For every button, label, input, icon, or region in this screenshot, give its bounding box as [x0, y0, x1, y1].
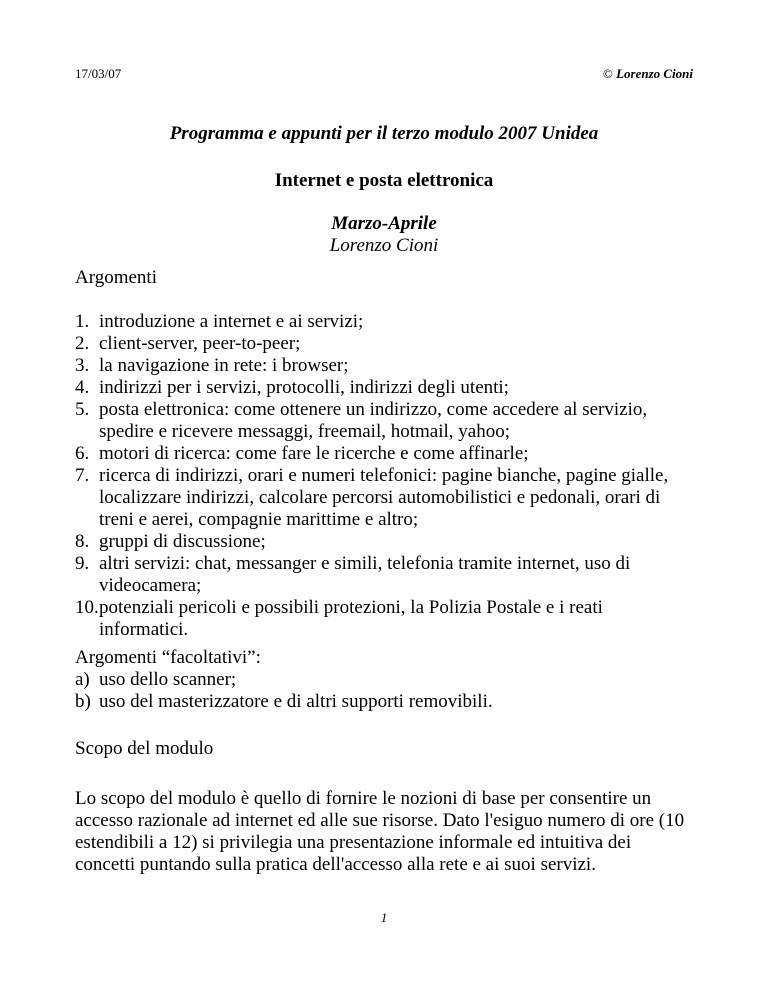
- list-item-text: motori di ricerca: come fare le ricerche e come affinarle;: [99, 443, 529, 464]
- scope-heading: Scopo del modulo: [75, 738, 214, 759]
- list-item-text: la navigazione in rete: i browser;: [99, 355, 349, 376]
- list-item-number: 1.: [75, 311, 90, 332]
- list-item: [75, 531, 695, 553]
- list-item-number: 4.: [75, 377, 90, 398]
- list-item-number: 5.: [75, 399, 90, 420]
- list-item: [75, 465, 695, 531]
- list-item: [75, 597, 695, 641]
- list-item-letter: b): [75, 691, 91, 712]
- list-item: [75, 399, 695, 443]
- list-item: [75, 553, 695, 597]
- list-item-number: 7.: [75, 465, 90, 486]
- list-item: [75, 691, 695, 713]
- list-item-text: posta elettronica: come ottenere un indirizzo, come accedere al servizio, spedire e ricevere messaggi, freemail, hotmail, yahoo;: [99, 399, 648, 442]
- list-item-text: introduzione a internet e ai servizi;: [99, 311, 364, 332]
- header-author: [603, 66, 693, 82]
- list-item-number: 8.: [75, 531, 90, 552]
- list-item-letter: a): [75, 669, 90, 690]
- copyright-symbol: ©: [602, 66, 613, 81]
- list-item-number: 10.: [75, 597, 99, 618]
- list-item: [75, 377, 695, 399]
- list-item: [75, 355, 695, 377]
- scope-paragraph: Lo scopo del modulo è quello di fornire le nozioni di base per consentire un accesso razionale ad internet ed alle sue risorse. Dato l'esiguo numero di ore (10 estendibili a 12) si privilegia una presentazione informale ed intuitiva dei concetti puntando sulla pratica dell'accesso alla rete e ai suoi servizi.: [75, 788, 685, 875]
- list-item-text: uso del masterizzatore e di altri supporti removibili.: [99, 691, 493, 712]
- list-item-text: gruppi di discussione;: [99, 531, 266, 552]
- document-author: Lorenzo Cioni: [329, 235, 439, 256]
- list-item-text: indirizzi per i servizi, protocolli, indirizzi degli utenti;: [99, 377, 509, 398]
- list-item-text: uso dello scanner;: [99, 669, 237, 690]
- optional-topics-list: [75, 669, 695, 713]
- document-subtitle: Internet e posta elettronica: [274, 170, 494, 191]
- list-item-number: 3.: [75, 355, 90, 376]
- header-author-name: Lorenzo Cioni: [616, 66, 693, 81]
- list-item-text: altri servizi: chat, messanger e simili, telefonia tramite internet, uso di videocamera;: [99, 553, 631, 596]
- list-item: [75, 333, 695, 355]
- list-item-number: 2.: [75, 333, 90, 354]
- optional-topics-heading: Argomenti “facoltativi”:: [75, 647, 261, 668]
- page-number: 1: [380, 910, 388, 925]
- topics-list: [75, 311, 695, 641]
- list-item-number: 6.: [75, 443, 90, 464]
- list-item: [75, 311, 695, 333]
- header-date: 17/03/07: [75, 66, 122, 81]
- list-item: [75, 669, 695, 691]
- list-item-text: potenziali pericoli e possibili protezioni, la Polizia Postale e i reati informatici.: [99, 597, 603, 640]
- list-item-number: 9.: [75, 553, 90, 574]
- list-item-text: client-server, peer-to-peer;: [99, 333, 301, 354]
- list-item: [75, 443, 695, 465]
- list-item-text: ricerca di indirizzi, orari e numeri telefonici: pagine bianche, pagine gialle, localizzare indirizzi, calcolare percorsi automobilistici e pedonali, orari di treni e aerei, compagnie marittime e altro;: [99, 465, 669, 530]
- topics-heading: Argomenti: [75, 267, 157, 288]
- document-title: Programma e appunti per il terzo modulo 2007 Unidea: [169, 123, 599, 144]
- document-period: Marzo-Aprile: [331, 213, 437, 234]
